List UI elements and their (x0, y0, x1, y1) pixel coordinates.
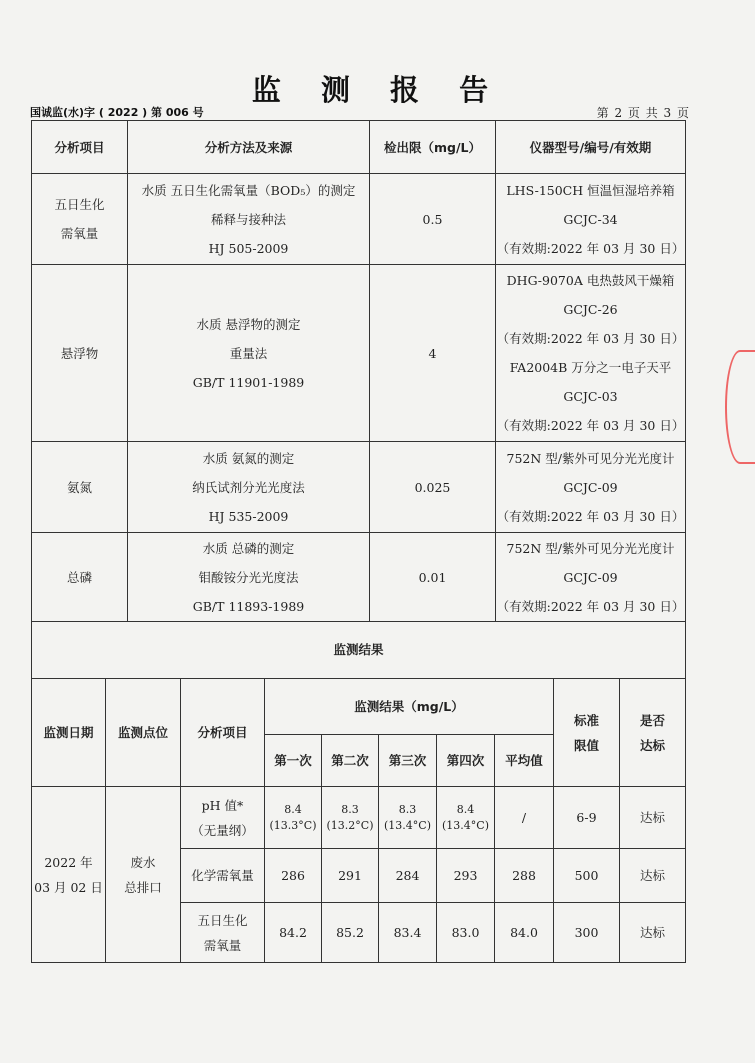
value-cell: 291 (322, 849, 379, 903)
compliance-cell: 达标 (620, 903, 686, 963)
methods-row-nh3n (32, 442, 686, 533)
limit-cell: 4 (370, 265, 496, 442)
method-cell: 水质 五日生化需氧量（BOD₅）的测定 稀释与接种法 HJ 505-2009 (128, 174, 370, 265)
item-cell: 悬浮物 (32, 265, 128, 442)
standard-cell: 500 (554, 849, 620, 903)
results-section-row (32, 622, 686, 679)
header-compliance: 是否 达标 (620, 679, 686, 787)
header-run-3: 第三次 (379, 735, 437, 787)
method-cell: 水质 悬浮物的测定 重量法 GB/T 11901-1989 (128, 265, 370, 442)
value-cell: 286 (265, 849, 322, 903)
results-table (31, 621, 686, 963)
standard-cell: 6-9 (554, 787, 620, 849)
instrument-cell: DHG-9070A 电热鼓风干燥箱 GCJC-26 （有效期:2022 年 03 月 30 日） FA2004B 万分之一电子天平 GCJC-03 （有效期:2022 年 03 月 30 日） (496, 265, 686, 442)
date-cell: 2022 年 03 月 02 日 (32, 787, 106, 963)
item-cell: 化学需氧量 (181, 849, 265, 903)
standard-cell: 300 (554, 903, 620, 963)
instrument-cell: LHS-150CH 恒温恒湿培养箱 GCJC-34 （有效期:2022 年 03 月 30 日） (496, 174, 686, 265)
value-cell: 84.2 (265, 903, 322, 963)
seal-edge-mark (725, 350, 755, 464)
page-number: 第 2 页 共 3 页 (596, 106, 690, 120)
document-number: 国诚监(水)字 ( 2022 ) 第 006 号 (30, 106, 204, 119)
method-cell: 水质 总磷的测定 钼酸铵分光光度法 GB/T 11893-1989 (128, 533, 370, 622)
item-cell: 五日生化 需氧量 (181, 903, 265, 963)
header-item: 分析项目 (181, 679, 265, 787)
methods-row-bod (32, 174, 686, 265)
header-result-group: 监测结果（mg/L） (265, 679, 554, 735)
value-cell: 8.4 (13.4°C) (437, 787, 495, 849)
instrument-cell: 752N 型/紫外可见分光光度计 GCJC-09 （有效期:2022 年 03 月 30 日） (496, 442, 686, 533)
header-method: 分析方法及来源 (128, 121, 370, 174)
header-run-2: 第二次 (322, 735, 379, 787)
methods-header-row (32, 121, 686, 174)
method-cell: 水质 氨氮的测定 纳氏试剂分光光度法 HJ 535-2009 (128, 442, 370, 533)
header-run-1: 第一次 (265, 735, 322, 787)
value-cell: 83.4 (379, 903, 437, 963)
report-title: 监 测 报 告 (251, 73, 504, 107)
methods-row-tp (32, 533, 686, 622)
header-average: 平均值 (495, 735, 554, 787)
value-cell: 8.3 (13.2°C) (322, 787, 379, 849)
results-section-title: 监测结果 (32, 622, 686, 679)
value-cell: 8.4 (13.3°C) (265, 787, 322, 849)
value-cell: 293 (437, 849, 495, 903)
limit-cell: 0.025 (370, 442, 496, 533)
header-run-4: 第四次 (437, 735, 495, 787)
average-cell: 84.0 (495, 903, 554, 963)
results-row-ph (32, 787, 686, 849)
header-instrument: 仪器型号/编号/有效期 (496, 121, 686, 174)
header-point: 监测点位 (106, 679, 181, 787)
value-cell: 284 (379, 849, 437, 903)
header-standard: 标准 限值 (554, 679, 620, 787)
item-cell: pH 值* （无量纲） (181, 787, 265, 849)
limit-cell: 0.5 (370, 174, 496, 265)
limit-cell: 0.01 (370, 533, 496, 622)
point-cell: 废水 总排口 (106, 787, 181, 963)
item-cell: 总磷 (32, 533, 128, 622)
results-header-row-1 (32, 679, 686, 735)
value-cell: 83.0 (437, 903, 495, 963)
average-cell: 288 (495, 849, 554, 903)
item-cell: 五日生化 需氧量 (32, 174, 128, 265)
value-cell: 85.2 (322, 903, 379, 963)
header-item: 分析项目 (32, 121, 128, 174)
item-cell: 氨氮 (32, 442, 128, 533)
instrument-cell: 752N 型/紫外可见分光光度计 GCJC-09 （有效期:2022 年 03 月 30 日） (496, 533, 686, 622)
compliance-cell: 达标 (620, 787, 686, 849)
methods-table (31, 120, 686, 622)
compliance-cell: 达标 (620, 849, 686, 903)
methods-row-ss (32, 265, 686, 442)
average-cell: / (495, 787, 554, 849)
header-date: 监测日期 (32, 679, 106, 787)
value-cell: 8.3 (13.4°C) (379, 787, 437, 849)
header-limit: 检出限（mg/L） (370, 121, 496, 174)
